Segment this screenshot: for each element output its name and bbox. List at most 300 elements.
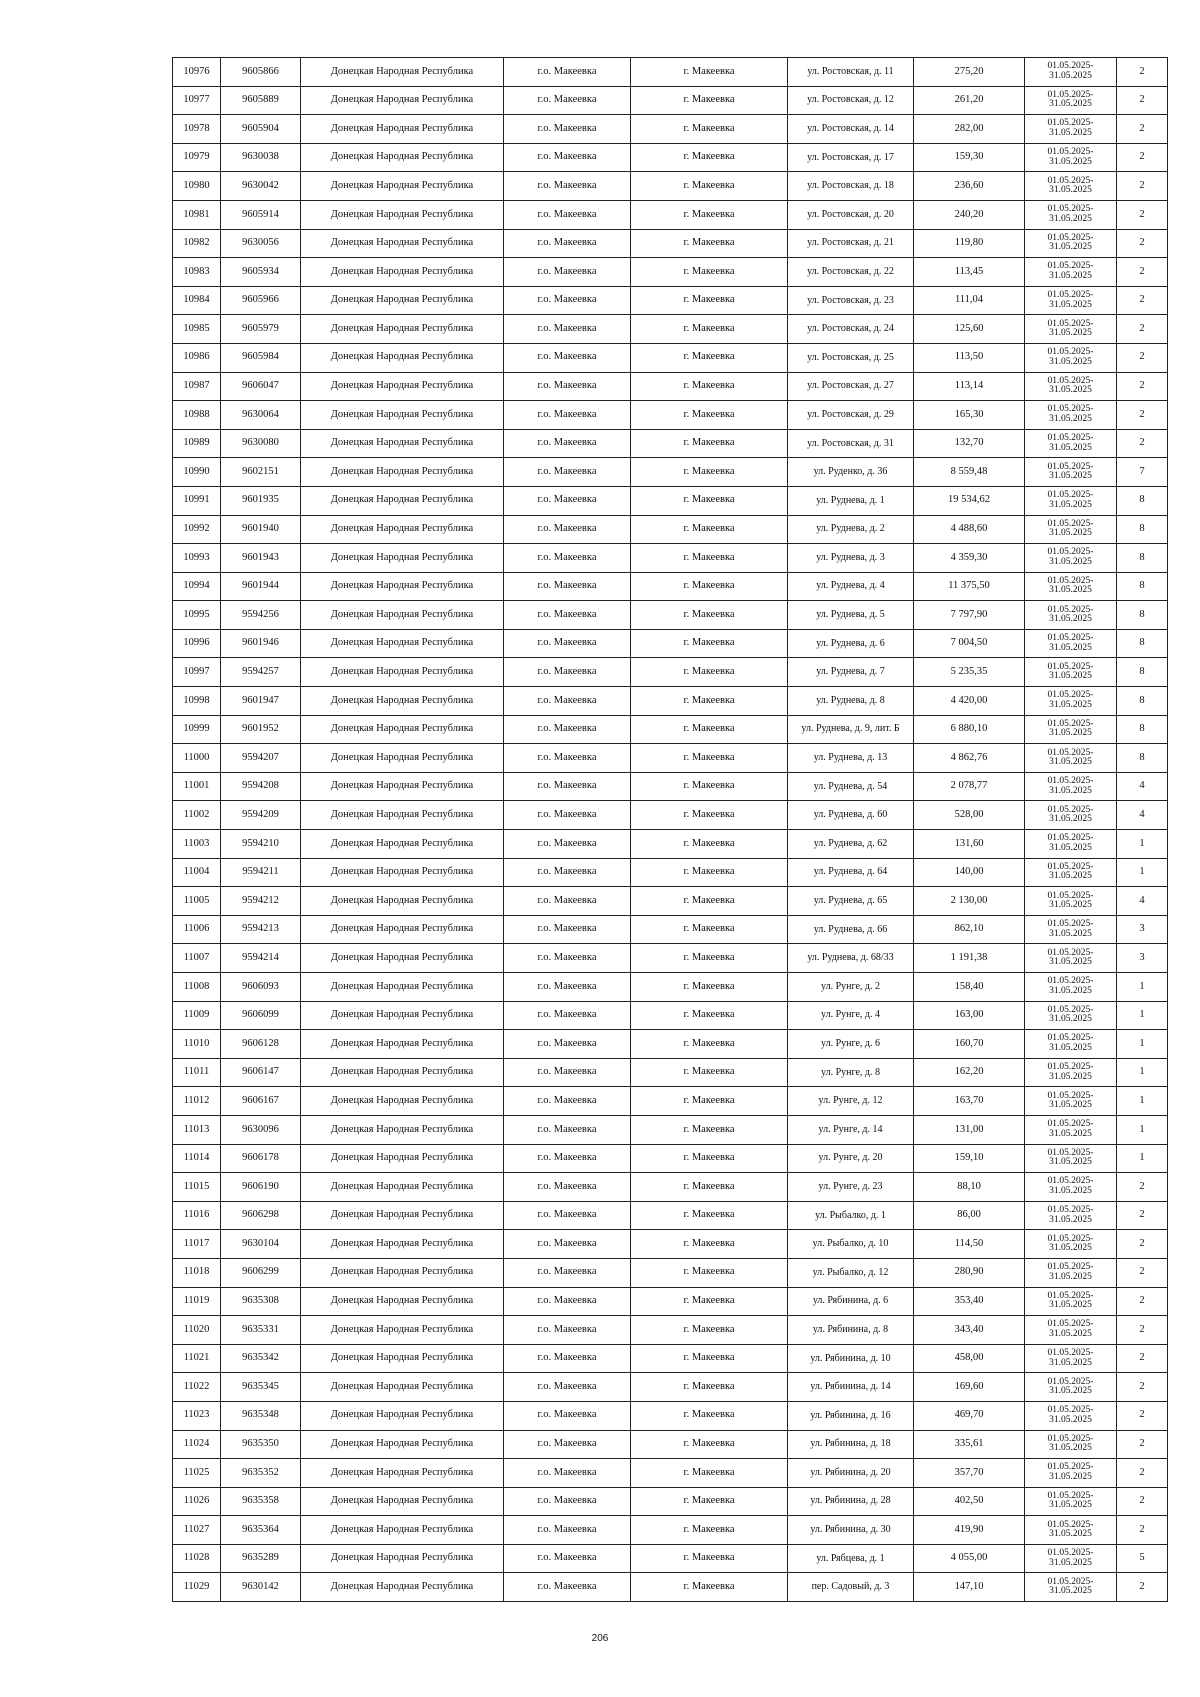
- period-cell: [1025, 629, 1117, 658]
- district-cell: г.о. Макеевка: [504, 1230, 631, 1259]
- record-number-cell: 11022: [173, 1373, 221, 1402]
- region-cell: Донецкая Народная Республика: [301, 1230, 504, 1259]
- count-cell: 2: [1117, 1487, 1168, 1516]
- district-cell: г.о. Макеевка: [504, 601, 631, 630]
- period-cell: [1025, 1115, 1117, 1144]
- area-cell: 162,20: [914, 1058, 1025, 1087]
- object-code-cell: 9601944: [221, 572, 301, 601]
- city-cell: г. Макеевка: [631, 1144, 788, 1173]
- table-row: [173, 486, 1168, 515]
- area-cell: 357,70: [914, 1459, 1025, 1488]
- city-cell: г. Макеевка: [631, 1430, 788, 1459]
- table-row: [173, 1058, 1168, 1087]
- period-cell: [1025, 658, 1117, 687]
- object-code-cell: 9606298: [221, 1201, 301, 1230]
- city-cell: г. Макеевка: [631, 515, 788, 544]
- object-code-cell: 9601943: [221, 544, 301, 573]
- district-cell: г.о. Макеевка: [504, 1459, 631, 1488]
- period-cell: [1025, 458, 1117, 487]
- city-cell: г. Макеевка: [631, 1287, 788, 1316]
- period-start: 01.05.2025-: [1047, 232, 1094, 243]
- region-cell: Донецкая Народная Республика: [301, 143, 504, 172]
- region-cell: Донецкая Народная Республика: [301, 1573, 504, 1602]
- district-cell: г.о. Макеевка: [504, 115, 631, 144]
- period-start: 01.05.2025-: [1047, 318, 1094, 329]
- period-start: 01.05.2025-: [1047, 61, 1094, 72]
- region-cell: Донецкая Народная Республика: [301, 343, 504, 372]
- district-cell: г.о. Макеевка: [504, 1173, 631, 1202]
- period-end: 31.05.2025: [1049, 985, 1092, 996]
- region-cell: Донецкая Народная Республика: [301, 486, 504, 515]
- period-cell: [1025, 858, 1117, 887]
- address-cell: ул. Рунге, д. 20: [788, 1144, 914, 1173]
- table-row: [173, 772, 1168, 801]
- region-cell: Донецкая Народная Республика: [301, 1287, 504, 1316]
- record-number-cell: 11017: [173, 1230, 221, 1259]
- city-cell: г. Макеевка: [631, 458, 788, 487]
- city-cell: г. Макеевка: [631, 1230, 788, 1259]
- region-cell: Донецкая Народная Республика: [301, 172, 504, 201]
- area-cell: 335,61: [914, 1430, 1025, 1459]
- address-cell: ул. Ростовская, д. 14: [788, 115, 914, 144]
- record-number-cell: 11015: [173, 1173, 221, 1202]
- object-code-cell: 9606099: [221, 1001, 301, 1030]
- table-row: [173, 229, 1168, 258]
- address-cell: ул. Рябинина, д. 6: [788, 1287, 914, 1316]
- count-cell: 8: [1117, 744, 1168, 773]
- period-start: 01.05.2025-: [1047, 604, 1094, 615]
- period-end: 31.05.2025: [1049, 471, 1092, 482]
- period-end: 31.05.2025: [1049, 699, 1092, 710]
- region-cell: Донецкая Народная Республика: [301, 973, 504, 1002]
- count-cell: 8: [1117, 715, 1168, 744]
- region-cell: Донецкая Народная Республика: [301, 1058, 504, 1087]
- object-code-cell: 9605966: [221, 286, 301, 315]
- period-cell: [1025, 1373, 1117, 1402]
- city-cell: г. Макеевка: [631, 1544, 788, 1573]
- period-start: 01.05.2025-: [1047, 1490, 1094, 1501]
- object-code-cell: 9601946: [221, 629, 301, 658]
- region-cell: Донецкая Народная Республика: [301, 86, 504, 115]
- count-cell: 4: [1117, 801, 1168, 830]
- district-cell: г.о. Макеевка: [504, 1087, 631, 1116]
- register-table-body: [173, 58, 1168, 1602]
- period-cell: [1025, 401, 1117, 430]
- period-end: 31.05.2025: [1049, 1300, 1092, 1311]
- object-code-cell: 9630096: [221, 1115, 301, 1144]
- period-cell: [1025, 429, 1117, 458]
- period-cell: [1025, 1258, 1117, 1287]
- address-cell: ул. Рунге, д. 6: [788, 1030, 914, 1059]
- area-cell: 131,00: [914, 1115, 1025, 1144]
- period-end: 31.05.2025: [1049, 499, 1092, 510]
- object-code-cell: 9635331: [221, 1316, 301, 1345]
- table-row: [173, 458, 1168, 487]
- district-cell: г.о. Макеевка: [504, 1430, 631, 1459]
- region-cell: Донецкая Народная Республика: [301, 1258, 504, 1287]
- city-cell: г. Макеевка: [631, 1001, 788, 1030]
- table-row: [173, 1487, 1168, 1516]
- period-cell: [1025, 1487, 1117, 1516]
- table-row: [173, 343, 1168, 372]
- period-cell: [1025, 172, 1117, 201]
- period-cell: [1025, 1201, 1117, 1230]
- region-cell: Донецкая Народная Республика: [301, 1030, 504, 1059]
- table-row: [173, 715, 1168, 744]
- object-code-cell: 9605979: [221, 315, 301, 344]
- table-row: [173, 1173, 1168, 1202]
- period-end: 31.05.2025: [1049, 127, 1092, 138]
- region-cell: Донецкая Народная Республика: [301, 1373, 504, 1402]
- area-cell: 163,70: [914, 1087, 1025, 1116]
- region-cell: Донецкая Народная Республика: [301, 1173, 504, 1202]
- region-cell: Донецкая Народная Республика: [301, 629, 504, 658]
- address-cell: ул. Руднева, д. 60: [788, 801, 914, 830]
- address-cell: ул. Рунге, д. 8: [788, 1058, 914, 1087]
- city-cell: г. Макеевка: [631, 86, 788, 115]
- count-cell: 2: [1117, 115, 1168, 144]
- period-start: 01.05.2025-: [1047, 575, 1094, 586]
- period-cell: [1025, 744, 1117, 773]
- period-cell: [1025, 1173, 1117, 1202]
- object-code-cell: 9635289: [221, 1544, 301, 1573]
- table-row: [173, 944, 1168, 973]
- count-cell: 4: [1117, 772, 1168, 801]
- record-number-cell: 11008: [173, 973, 221, 1002]
- object-code-cell: 9594207: [221, 744, 301, 773]
- record-number-cell: 11005: [173, 887, 221, 916]
- area-cell: 4 359,30: [914, 544, 1025, 573]
- period-cell: [1025, 1058, 1117, 1087]
- table-row: [173, 830, 1168, 859]
- period-end: 31.05.2025: [1049, 528, 1092, 539]
- period-end: 31.05.2025: [1049, 928, 1092, 939]
- table-row: [173, 1544, 1168, 1573]
- district-cell: г.о. Макеевка: [504, 887, 631, 916]
- address-cell: ул. Руднева, д. 3: [788, 544, 914, 573]
- region-cell: Донецкая Народная Республика: [301, 658, 504, 687]
- table-row: [173, 58, 1168, 87]
- city-cell: г. Макеевка: [631, 1516, 788, 1545]
- area-cell: 2 130,00: [914, 887, 1025, 916]
- period-cell: [1025, 572, 1117, 601]
- period-start: 01.05.2025-: [1047, 690, 1094, 701]
- area-cell: 280,90: [914, 1258, 1025, 1287]
- count-cell: 2: [1117, 1316, 1168, 1345]
- region-cell: Донецкая Народная Республика: [301, 372, 504, 401]
- area-cell: 159,10: [914, 1144, 1025, 1173]
- region-cell: Донецкая Народная Республика: [301, 544, 504, 573]
- address-cell: ул. Ростовская, д. 18: [788, 172, 914, 201]
- count-cell: 2: [1117, 401, 1168, 430]
- record-number-cell: 10990: [173, 458, 221, 487]
- region-cell: Донецкая Народная Республика: [301, 315, 504, 344]
- count-cell: 2: [1117, 429, 1168, 458]
- count-cell: 1: [1117, 1058, 1168, 1087]
- table-row: [173, 744, 1168, 773]
- period-cell: [1025, 1087, 1117, 1116]
- period-cell: [1025, 372, 1117, 401]
- count-cell: 1: [1117, 1144, 1168, 1173]
- record-number-cell: 11019: [173, 1287, 221, 1316]
- object-code-cell: 9606147: [221, 1058, 301, 1087]
- period-start: 01.05.2025-: [1047, 1519, 1094, 1530]
- object-code-cell: 9635358: [221, 1487, 301, 1516]
- period-start: 01.05.2025-: [1047, 175, 1094, 186]
- count-cell: 8: [1117, 601, 1168, 630]
- region-cell: Донецкая Народная Республика: [301, 715, 504, 744]
- region-cell: Донецкая Народная Республика: [301, 458, 504, 487]
- table-row: [173, 1001, 1168, 1030]
- district-cell: г.о. Макеевка: [504, 1487, 631, 1516]
- city-cell: г. Макеевка: [631, 858, 788, 887]
- period-end: 31.05.2025: [1049, 1214, 1092, 1225]
- city-cell: г. Макеевка: [631, 429, 788, 458]
- area-cell: 275,20: [914, 58, 1025, 87]
- object-code-cell: 9630056: [221, 229, 301, 258]
- area-cell: 419,90: [914, 1516, 1025, 1545]
- count-cell: 2: [1117, 143, 1168, 172]
- city-cell: г. Макеевка: [631, 1030, 788, 1059]
- record-number-cell: 11013: [173, 1115, 221, 1144]
- count-cell: 2: [1117, 1201, 1168, 1230]
- count-cell: 2: [1117, 1573, 1168, 1602]
- table-row: [173, 286, 1168, 315]
- period-start: 01.05.2025-: [1047, 633, 1094, 644]
- count-cell: 8: [1117, 629, 1168, 658]
- city-cell: г. Макеевка: [631, 1401, 788, 1430]
- period-start: 01.05.2025-: [1047, 1233, 1094, 1244]
- record-number-cell: 10985: [173, 315, 221, 344]
- period-cell: [1025, 200, 1117, 229]
- area-cell: 159,30: [914, 143, 1025, 172]
- period-end: 31.05.2025: [1049, 242, 1092, 253]
- period-cell: [1025, 486, 1117, 515]
- area-cell: 111,04: [914, 286, 1025, 315]
- period-start: 01.05.2025-: [1047, 1576, 1094, 1587]
- city-cell: г. Макеевка: [631, 486, 788, 515]
- district-cell: г.о. Макеевка: [504, 200, 631, 229]
- district-cell: г.о. Макеевка: [504, 629, 631, 658]
- table-row: [173, 858, 1168, 887]
- period-end: 31.05.2025: [1049, 156, 1092, 167]
- district-cell: г.о. Макеевка: [504, 258, 631, 287]
- address-cell: ул. Рунге, д. 4: [788, 1001, 914, 1030]
- region-cell: Донецкая Народная Республика: [301, 1401, 504, 1430]
- area-cell: 240,20: [914, 200, 1025, 229]
- table-row: [173, 1030, 1168, 1059]
- address-cell: ул. Руднева, д. 54: [788, 772, 914, 801]
- record-number-cell: 11004: [173, 858, 221, 887]
- city-cell: г. Макеевка: [631, 1459, 788, 1488]
- period-end: 31.05.2025: [1049, 1185, 1092, 1196]
- period-end: 31.05.2025: [1049, 270, 1092, 281]
- region-cell: Донецкая Народная Республика: [301, 830, 504, 859]
- record-number-cell: 10976: [173, 58, 221, 87]
- area-cell: 343,40: [914, 1316, 1025, 1345]
- area-cell: 402,50: [914, 1487, 1025, 1516]
- city-cell: г. Макеевка: [631, 1373, 788, 1402]
- district-cell: г.о. Макеевка: [504, 1144, 631, 1173]
- period-end: 31.05.2025: [1049, 1157, 1092, 1168]
- period-cell: [1025, 687, 1117, 716]
- period-end: 31.05.2025: [1049, 842, 1092, 853]
- record-number-cell: 11014: [173, 1144, 221, 1173]
- district-cell: г.о. Макеевка: [504, 143, 631, 172]
- table-row: [173, 1258, 1168, 1287]
- city-cell: г. Макеевка: [631, 115, 788, 144]
- period-start: 01.05.2025-: [1047, 747, 1094, 758]
- city-cell: г. Макеевка: [631, 1573, 788, 1602]
- city-cell: г. Макеевка: [631, 143, 788, 172]
- city-cell: г. Макеевка: [631, 286, 788, 315]
- district-cell: г.о. Макеевка: [504, 486, 631, 515]
- object-code-cell: 9635352: [221, 1459, 301, 1488]
- object-code-cell: 9605866: [221, 58, 301, 87]
- address-cell: ул. Ростовская, д. 29: [788, 401, 914, 430]
- city-cell: г. Макеевка: [631, 544, 788, 573]
- region-cell: Донецкая Народная Республика: [301, 944, 504, 973]
- period-start: 01.05.2025-: [1047, 547, 1094, 558]
- region-cell: Донецкая Народная Республика: [301, 801, 504, 830]
- period-end: 31.05.2025: [1049, 99, 1092, 110]
- area-cell: 4 488,60: [914, 515, 1025, 544]
- table-row: [173, 515, 1168, 544]
- count-cell: 2: [1117, 315, 1168, 344]
- period-cell: [1025, 58, 1117, 87]
- count-cell: 8: [1117, 486, 1168, 515]
- object-code-cell: 9594212: [221, 887, 301, 916]
- period-start: 01.05.2025-: [1047, 1062, 1094, 1073]
- object-code-cell: 9635350: [221, 1430, 301, 1459]
- object-code-cell: 9594209: [221, 801, 301, 830]
- city-cell: г. Макеевка: [631, 572, 788, 601]
- area-cell: 7 004,50: [914, 629, 1025, 658]
- area-cell: 113,45: [914, 258, 1025, 287]
- address-cell: ул. Руднева, д. 1: [788, 486, 914, 515]
- district-cell: г.о. Макеевка: [504, 572, 631, 601]
- object-code-cell: 9601952: [221, 715, 301, 744]
- period-start: 01.05.2025-: [1047, 461, 1094, 472]
- period-end: 31.05.2025: [1049, 556, 1092, 567]
- period-cell: [1025, 1544, 1117, 1573]
- city-cell: г. Макеевка: [631, 58, 788, 87]
- region-cell: Донецкая Народная Республика: [301, 1201, 504, 1230]
- city-cell: г. Макеевка: [631, 401, 788, 430]
- period-end: 31.05.2025: [1049, 213, 1092, 224]
- district-cell: г.о. Макеевка: [504, 1316, 631, 1345]
- region-cell: Донецкая Народная Республика: [301, 200, 504, 229]
- count-cell: 2: [1117, 1287, 1168, 1316]
- table-row: [173, 1287, 1168, 1316]
- object-code-cell: 9605984: [221, 343, 301, 372]
- area-cell: 4 862,76: [914, 744, 1025, 773]
- record-number-cell: 10987: [173, 372, 221, 401]
- table-row: [173, 544, 1168, 573]
- city-cell: г. Макеевка: [631, 372, 788, 401]
- region-cell: Донецкая Народная Республика: [301, 229, 504, 258]
- address-cell: ул. Руднева, д. 64: [788, 858, 914, 887]
- address-cell: ул. Руднева, д. 5: [788, 601, 914, 630]
- district-cell: г.о. Макеевка: [504, 658, 631, 687]
- area-cell: 2 078,77: [914, 772, 1025, 801]
- period-end: 31.05.2025: [1049, 642, 1092, 653]
- period-end: 31.05.2025: [1049, 1500, 1092, 1511]
- table-row: [173, 115, 1168, 144]
- area-cell: 4 420,00: [914, 687, 1025, 716]
- area-cell: 19 534,62: [914, 486, 1025, 515]
- region-cell: Донецкая Народная Республика: [301, 572, 504, 601]
- region-cell: Донецкая Народная Республика: [301, 1316, 504, 1345]
- district-cell: г.о. Макеевка: [504, 372, 631, 401]
- region-cell: Донецкая Народная Республика: [301, 1344, 504, 1373]
- address-cell: ул. Руденко, д. 36: [788, 458, 914, 487]
- record-number-cell: 11026: [173, 1487, 221, 1516]
- period-start: 01.05.2025-: [1047, 375, 1094, 386]
- count-cell: 1: [1117, 1115, 1168, 1144]
- city-cell: г. Макеевка: [631, 744, 788, 773]
- district-cell: г.о. Макеевка: [504, 1258, 631, 1287]
- record-number-cell: 10981: [173, 200, 221, 229]
- city-cell: г. Макеевка: [631, 687, 788, 716]
- count-cell: 8: [1117, 515, 1168, 544]
- area-cell: 7 797,90: [914, 601, 1025, 630]
- region-cell: Донецкая Народная Республика: [301, 887, 504, 916]
- area-cell: 114,50: [914, 1230, 1025, 1259]
- region-cell: Донецкая Народная Республика: [301, 58, 504, 87]
- count-cell: 8: [1117, 544, 1168, 573]
- object-code-cell: 9594213: [221, 915, 301, 944]
- area-cell: 169,60: [914, 1373, 1025, 1402]
- period-cell: [1025, 1001, 1117, 1030]
- period-cell: [1025, 1459, 1117, 1488]
- object-code-cell: 9594214: [221, 944, 301, 973]
- table-row: [173, 1573, 1168, 1602]
- table-row: [173, 887, 1168, 916]
- count-cell: 2: [1117, 1516, 1168, 1545]
- period-end: 31.05.2025: [1049, 70, 1092, 81]
- district-cell: г.о. Макеевка: [504, 1201, 631, 1230]
- object-code-cell: 9635364: [221, 1516, 301, 1545]
- table-row: [173, 401, 1168, 430]
- period-start: 01.05.2025-: [1047, 947, 1094, 958]
- period-start: 01.05.2025-: [1047, 1376, 1094, 1387]
- object-code-cell: 9606047: [221, 372, 301, 401]
- address-cell: ул. Рунге, д. 2: [788, 973, 914, 1002]
- table-row: [173, 1201, 1168, 1230]
- period-start: 01.05.2025-: [1047, 1205, 1094, 1216]
- period-end: 31.05.2025: [1049, 1471, 1092, 1482]
- object-code-cell: 9601935: [221, 486, 301, 515]
- region-cell: Донецкая Народная Республика: [301, 1544, 504, 1573]
- period-cell: [1025, 1573, 1117, 1602]
- table-row: [173, 572, 1168, 601]
- record-number-cell: 11025: [173, 1459, 221, 1488]
- district-cell: г.о. Макеевка: [504, 830, 631, 859]
- table-row: [173, 1459, 1168, 1488]
- object-code-cell: 9601947: [221, 687, 301, 716]
- city-cell: г. Макеевка: [631, 172, 788, 201]
- record-number-cell: 11000: [173, 744, 221, 773]
- period-cell: [1025, 315, 1117, 344]
- city-cell: г. Макеевка: [631, 772, 788, 801]
- area-cell: 165,30: [914, 401, 1025, 430]
- table-row: [173, 315, 1168, 344]
- object-code-cell: 9594257: [221, 658, 301, 687]
- area-cell: 119,80: [914, 229, 1025, 258]
- city-cell: г. Макеевка: [631, 1058, 788, 1087]
- record-number-cell: 10998: [173, 687, 221, 716]
